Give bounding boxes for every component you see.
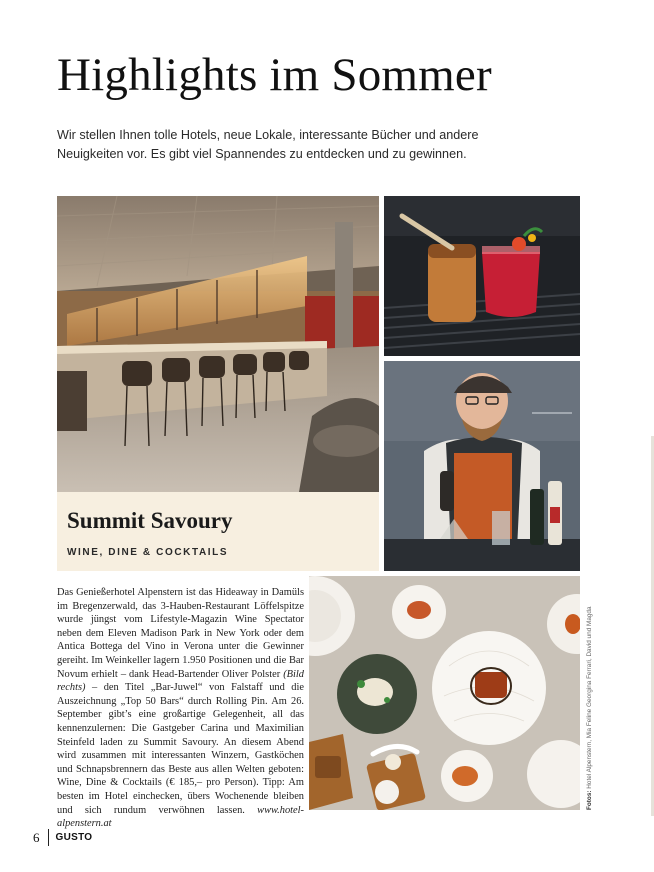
- bar-interior-photo: [57, 196, 379, 492]
- magazine-logo: GUSTO: [55, 832, 93, 843]
- feature-title-box: [57, 492, 379, 571]
- dishes-photo: [309, 576, 580, 810]
- photo-credit-text: Hotel Alpenstern, Mia Feline Georgina Ferrari, David und Magda: [586, 606, 593, 789]
- website-link[interactable]: www.hotel-alpenstern.at: [57, 804, 304, 830]
- photo-credit: [586, 580, 593, 810]
- photo-credit-label: Fotos:: [586, 790, 593, 810]
- page-footer: [33, 829, 92, 846]
- feature-body-text: [57, 586, 304, 831]
- body-text-italic-note: (Bild rechts): [57, 668, 304, 694]
- body-text-part2: – den Titel „Bar-Juwel“ von Falstaff und die Auszeichnung „Top 50 Bars“ durch Rolling Pin. Am 26. September gibt’s eine großartige Gelegenheit, all das kennenzulernen: Die Gastgeber Carina und Maximilian Steinfeld laden zu Summit Savoury. An diesem Abend wird zusammen mit interessanten Winzern, Gastköchen und Schnapsbrennern das Beste aus allen Welten geboten: Wine, Dine & Cocktails (€ 185,– pro Person). Tipp: Am besten im Hotel einchecken, übers Wochenende bleiben und sich rundum verwöhnen lassen.: [57, 682, 304, 816]
- feature-title: Summit Savoury: [67, 508, 233, 533]
- footer-divider: [48, 829, 49, 846]
- bartender-photo: [384, 361, 580, 571]
- body-text-part1: Das Genießerhotel Alpenstern ist das Hideaway in Damüls im Bregenzerwald, das 3-Hauben-Restaurant Löffelspitze wurde jüngst vom Lifestyle-Magazin Wine Spectator neben dem Eleven Madison Park in New York oder dem Antica Bottega del Vino in Verona unter die Gewinner gereiht. Im Weinkeller lagern 1.950 Positionen und die Bar Novum erhielt – dank Head-Bartender Oliver Polster: [57, 587, 304, 680]
- page-title: Highlights im Sommer: [57, 49, 492, 101]
- feature-subtitle: WINE, DINE & COCKTAILS: [67, 547, 229, 558]
- intro-text: Wir stellen Ihnen tolle Hotels, neue Lokale, interessante Bücher und andere Neuigkeiten vor. Es gibt viel Spannendes zu entdecken und zu gewinnen.: [57, 128, 479, 161]
- page-number: 6: [33, 829, 40, 845]
- cocktails-photo: [384, 196, 580, 356]
